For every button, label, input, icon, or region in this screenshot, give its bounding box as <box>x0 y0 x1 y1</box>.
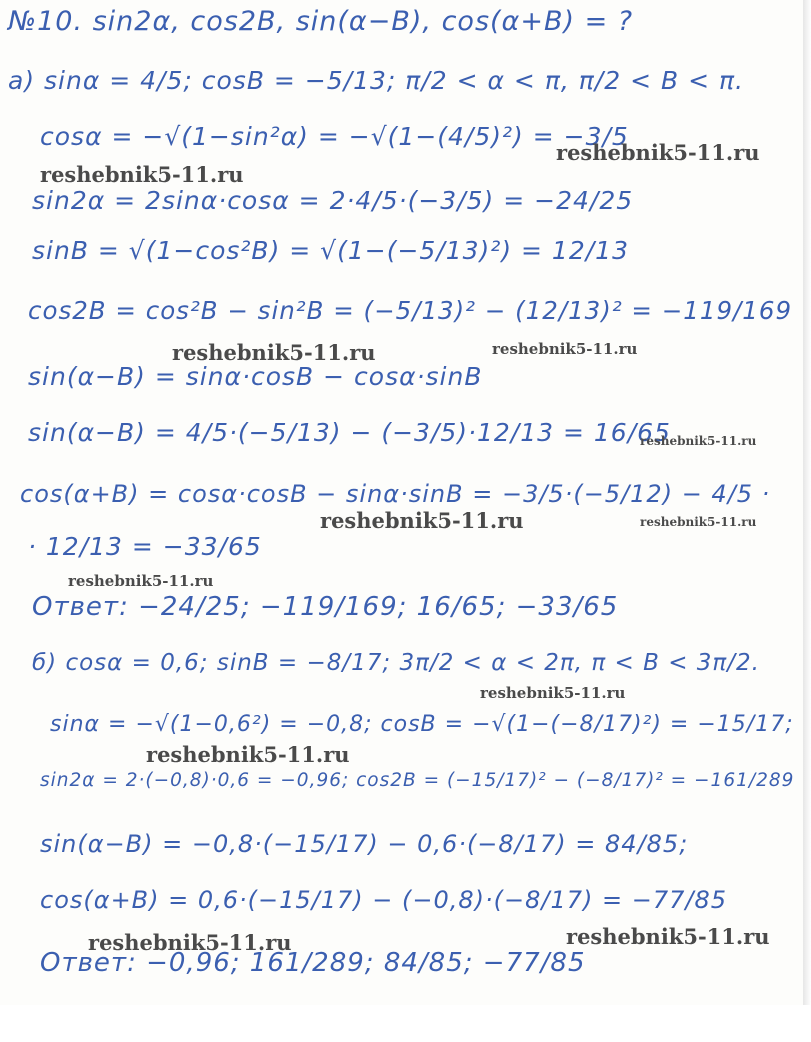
watermark: reshebnik5-11.ru <box>566 924 770 949</box>
part-b-answer: Ответ: −0,96; 161/289; 84/85; −77/85 <box>40 948 586 978</box>
page-margin <box>0 1005 811 1042</box>
part-a-step-3: sinB = √(1−cos²B) = √(1−(−5/13)²) = 12/13 <box>32 236 629 265</box>
watermark: reshebnik5-11.ru <box>172 340 376 365</box>
watermark: reshebnik5-11.ru <box>480 684 626 702</box>
watermark: reshebnik5-11.ru <box>146 742 350 767</box>
watermark: reshebnik5-11.ru <box>556 140 760 165</box>
part-b-given: б) cosα = 0,6; sinB = −8/17; 3π/2 < α < 2π, π < B < 3π/2. <box>32 650 760 676</box>
part-a-step-8: · 12/13 = −33/65 <box>28 532 262 561</box>
part-a-step-1: cosα = −√(1−sin²α) = −√(1−(4/5)²) = −3/5 <box>40 122 629 151</box>
watermark: reshebnik5-11.ru <box>320 508 524 533</box>
watermark: reshebnik5-11.ru <box>640 515 757 529</box>
part-a-answer: Ответ: −24/25; −119/169; 16/65; −33/65 <box>32 592 619 622</box>
part-a-step-5: sin(α−B) = sinα·cosB − cosα·sinB <box>28 362 483 391</box>
watermark: reshebnik5-11.ru <box>68 572 214 590</box>
part-b-step-3: sin(α−B) = −0,8·(−15/17) − 0,6·(−8/17) = 84/85; <box>40 830 689 858</box>
page-edge <box>803 0 811 1005</box>
part-a-step-4: cos2B = cos²B − sin²B = (−5/13)² − (12/13)² = −119/169 <box>28 296 793 325</box>
watermark: reshebnik5-11.ru <box>640 434 757 448</box>
part-b-step-4: cos(α+B) = 0,6·(−15/17) − (−0,8)·(−8/17) = −77/85 <box>40 886 728 914</box>
part-a-step-7: cos(α+B) = cosα·cosB − sinα·sinB = −3/5·(−5/12) − 4/5 · <box>20 480 771 508</box>
watermark: reshebnik5-11.ru <box>40 162 244 187</box>
watermark: reshebnik5-11.ru <box>88 930 292 955</box>
part-b-step-1: sinα = −√(1−0,6²) = −0,8; cosB = −√(1−(−8/17)²) = −15/17; <box>50 712 794 737</box>
part-a-given: а) sinα = 4/5; cosB = −5/13; π/2 < α < π, π/2 < B < π. <box>8 66 744 95</box>
watermark: reshebnik5-11.ru <box>492 340 638 358</box>
part-a-step-6: sin(α−B) = 4/5·(−5/13) − (−3/5)·12/13 = 16/65 <box>28 418 671 447</box>
part-a-step-2: sin2α = 2sinα·cosα = 2·4/5·(−3/5) = −24/25 <box>32 186 634 215</box>
problem-header: №10. sin2α, cos2B, sin(α−B), cos(α+B) = ? <box>8 6 634 37</box>
part-b-step-2: sin2α = 2·(−0,8)·0,6 = −0,96; cos2B = (−15/17)² − (−8/17)² = −161/289 <box>40 770 795 791</box>
